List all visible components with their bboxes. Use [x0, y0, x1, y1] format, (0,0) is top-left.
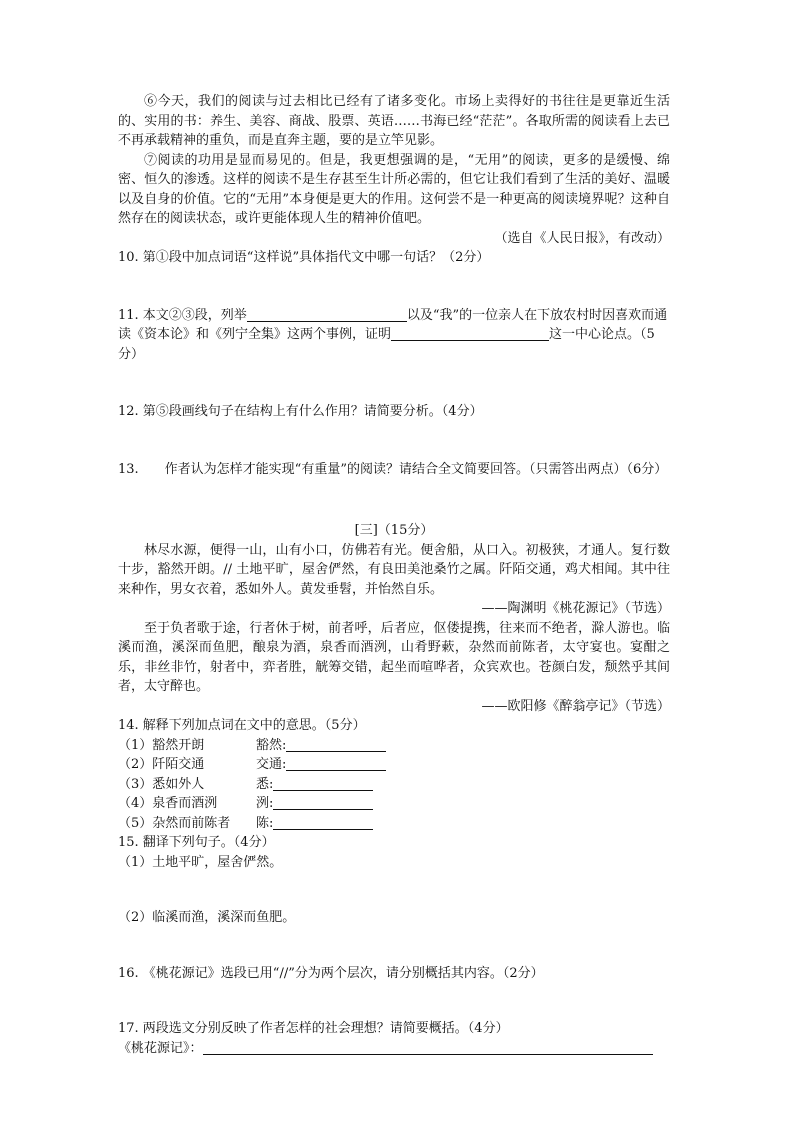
- answer-blank-14-1[interactable]: [286, 736, 386, 752]
- peach-blossom-text: 林尽水源，便得一山，山有小口，仿佛若有光。便舍船，从口入。初极狭，才通人。复行数十步，豁然开朗。// 土地平旷，屋舍俨然，有良田美池桑竹之属。阡陌交通，鸡犬相闻。其中往来种作，男女衣着，悉如外人。黄发垂髫，并怡然自乐。: [118, 542, 670, 597]
- question-10: 10. 第①段中加点词语“这样说”具体指代文中哪一句话？（2分）: [118, 250, 490, 265]
- question-12: 12. 第⑤段画线句子在结构上有什么作用？请简要分析。（4分）: [118, 404, 483, 419]
- question-15-2: （2）临溪而渔，溪深而鱼肥。: [118, 910, 296, 925]
- peach-blossom-source: ——陶渊明《桃花源记》（节选）: [481, 601, 670, 616]
- q14-item-2: （2）阡陌交通 交通:: [118, 755, 670, 775]
- question-11-part-b: 以及“我”的一位亲人在下放农村时因喜欢而通读《资本论》和《列宁全集》这两个事例，证明: [118, 307, 668, 342]
- passage-source: （选自《人民日报》，有改动）: [494, 230, 670, 246]
- question-14-items: [118, 736, 670, 834]
- question-11-part-a: 11. 本文②③段，列举: [118, 307, 247, 323]
- question-17: 17. 两段选文分别反映了作者怎样的社会理想？请简要概括。（4分）: [118, 1021, 509, 1036]
- q14-item-1: （1）豁然开朗 豁然:: [118, 736, 670, 756]
- answer-blank-14-5[interactable]: [273, 814, 373, 830]
- drunken-pavilion-text: 至于负者歌于途，行者休于树，前者呼，后者应，伛偻提携，往来而不绝者，滁人游也。临溪而渔，溪深而鱼肥，酿泉为酒，泉香而酒洌，山肴野蔌，杂然而前陈者，太守宴也。宴酣之乐，非丝非竹，射者中，弈者胜，觥筹交错，起坐而喧哗者，众宾欢也。苍颜白发，颓然乎其间者，太守醉也。: [118, 620, 670, 694]
- answer-blank-14-3[interactable]: [273, 775, 373, 791]
- q14-item-5: （5）杂然而前陈者 陈:: [118, 814, 670, 834]
- question-16: 16. 《桃花源记》选段已用“//”分为两个层次，请分别概括其内容。（2分）: [118, 965, 544, 981]
- section-3-heading: [三]（15分）: [354, 523, 434, 538]
- question-14: 14. 解释下列加点词在文中的意思。（5分）: [118, 718, 366, 733]
- question-15: 15. 翻译下列句子。（4分）: [118, 835, 275, 850]
- q14-item-3: （3）悉如外人 悉:: [118, 775, 670, 795]
- q14-item-4: （4）泉香而酒洌 洌:: [118, 794, 670, 814]
- drunken-pavilion-source: ——欧阳修《醉翁亭记》（节选）: [481, 698, 670, 714]
- question-15-1: （1）土地平旷，屋舍俨然。: [118, 854, 283, 870]
- paragraph-7: ⑦阅读的功用是显而易见的。但是，我更想强调的是，“无用”的阅读，更多的是缓慢、绵密、恒久的渗透。这样的阅读不是生存甚至生计所必需的，但它让我们看到了生活的美好、温暖以及自身的价值。它的“无用”本身便是更大的作用。这何尝不是一种更高的阅读境界呢？这种自然存在的阅读状态，或许更能体现人生的精神价值吧。: [118, 152, 670, 226]
- answer-blank-11a[interactable]: [247, 306, 407, 322]
- question-17-label: 《桃花源记》：: [118, 1040, 203, 1056]
- exam-page: [118, 92, 670, 1058]
- question-17-answer-line: [118, 1039, 670, 1059]
- question-11: [118, 306, 670, 365]
- answer-blank-14-2[interactable]: [286, 755, 386, 771]
- question-13: 13. 作者认为怎样才能实现“有重量”的阅读？请结合全文简要回答。（只需答出两点）（6分）: [118, 461, 668, 477]
- answer-blank-14-4[interactable]: [273, 794, 373, 810]
- paragraph-6: ⑥今天，我们的阅读与过去相比已经有了诸多变化。市场上卖得好的书往往是更靠近生活的、实用的书：养生、美容、商战、股票、英语……书海已经“茫茫”。各取所需的阅读看上去已不再承载精神的重负，而是直奔主题，要的是立竿见影。: [118, 94, 670, 148]
- question-11-part-c: 这一中心论点。（5分）: [118, 327, 655, 362]
- answer-blank-11b[interactable]: [391, 325, 549, 341]
- answer-blank-17[interactable]: [203, 1039, 653, 1055]
